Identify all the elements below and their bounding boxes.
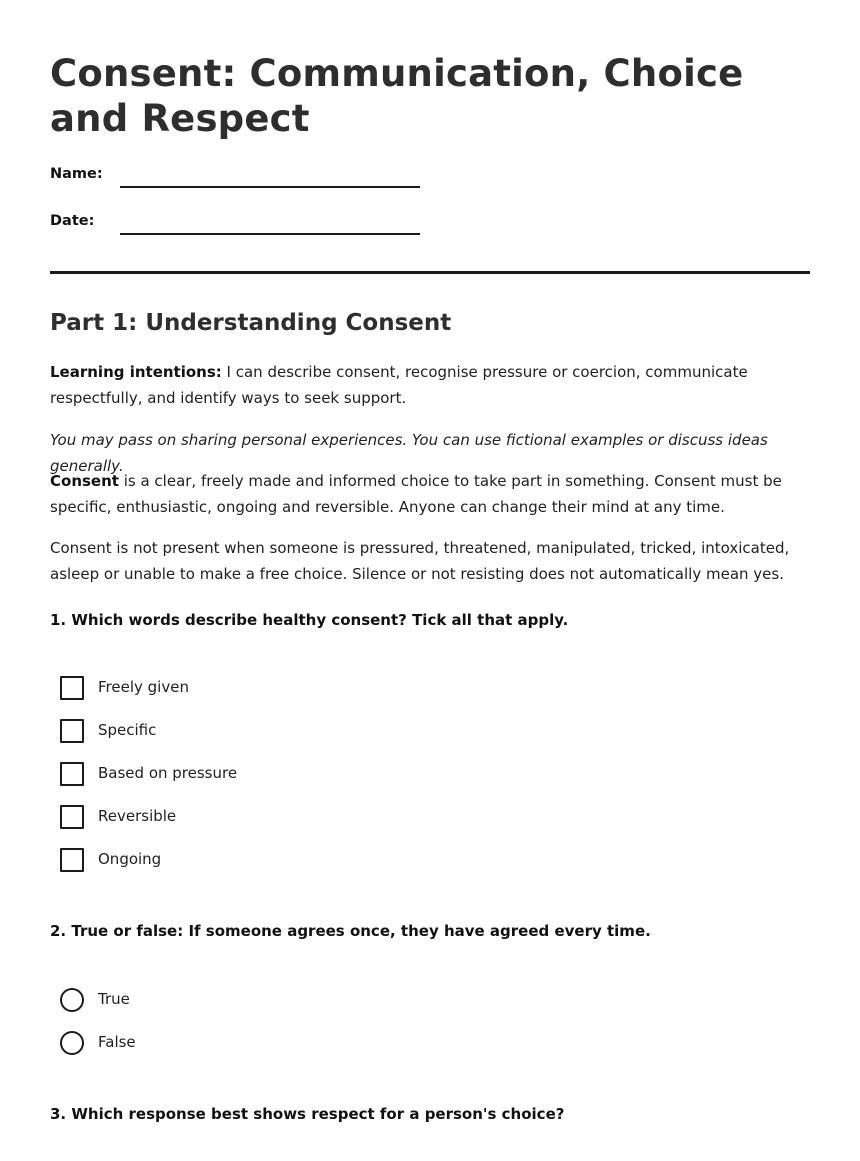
q1-option-specific[interactable]: [60, 719, 360, 745]
consent-term: Consent: [50, 472, 119, 490]
part1-heading: Part 1: Understanding Consent: [50, 310, 452, 336]
option-label: False: [98, 1033, 136, 1051]
learning-intentions-label: Learning intentions:: [50, 363, 222, 381]
option-label: Specific: [98, 721, 157, 739]
learning-intentions-text: I can describe consent, recognise pressure or coercion, communicate respectfully, and identify ways to seek support.: [50, 363, 748, 407]
sharing-note: You may pass on sharing personal experiences. You can use fictional examples or discuss ideas generally.: [50, 431, 768, 475]
checkbox[interactable]: [60, 676, 84, 700]
question-1: 1. Which words describe healthy consent? Tick all that apply.: [50, 611, 569, 629]
learning-intentions: [50, 359, 810, 411]
q1-option-reversible[interactable]: [60, 805, 360, 831]
radio-button[interactable]: [60, 988, 84, 1012]
date-input-line[interactable]: [120, 233, 420, 235]
question-2: 2. True or false: If someone agrees once, they have agreed every time.: [50, 922, 651, 940]
date-label: Date:: [50, 213, 95, 229]
option-label: Reversible: [98, 807, 177, 825]
checkbox[interactable]: [60, 848, 84, 872]
q2-option-false[interactable]: [60, 1031, 360, 1057]
q2-option-true[interactable]: [60, 988, 360, 1014]
consent-definition-text: is a clear, freely made and informed choice to take part in something. Consent must be specific, enthusiastic, ongoing and reversible. Anyone can change their mind at any time.: [50, 472, 782, 516]
checkbox[interactable]: [60, 719, 84, 743]
date-field[interactable]: [50, 213, 420, 243]
option-label: Ongoing: [98, 850, 162, 868]
section-divider: [50, 271, 810, 274]
page-title: Consent: Communication, Choice and Respect: [50, 52, 744, 140]
consent-not-present: Consent is not present when someone is pressured, threatened, manipulated, tricked, intoxicated, asleep or unable to make a free choice. Silence or not resisting does not automatically mean yes.: [50, 539, 790, 583]
question-3: 3. Which response best shows respect for a person's choice?: [50, 1105, 565, 1123]
q1-option-ongoing[interactable]: [60, 848, 360, 874]
name-field[interactable]: [50, 166, 420, 196]
q1-option-freely-given[interactable]: [60, 676, 360, 702]
checkbox[interactable]: [60, 762, 84, 786]
name-label: Name:: [50, 166, 103, 182]
checkbox[interactable]: [60, 805, 84, 829]
option-label: True: [98, 990, 130, 1008]
option-label: Freely given: [98, 678, 189, 696]
consent-definition: [50, 468, 810, 520]
name-input-line[interactable]: [120, 186, 420, 188]
radio-button[interactable]: [60, 1031, 84, 1055]
option-label: Based on pressure: [98, 764, 238, 782]
q1-option-based-on-pressure[interactable]: [60, 762, 360, 788]
